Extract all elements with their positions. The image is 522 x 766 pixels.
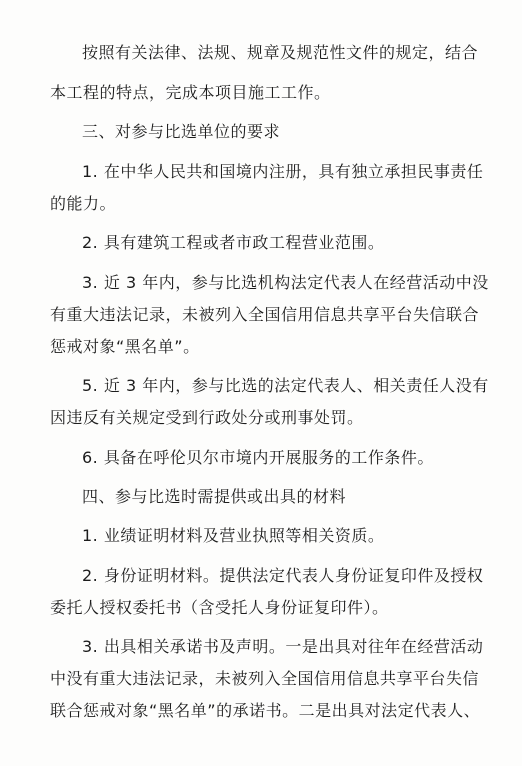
paragraph-line: 2. 身份证明材料。提供法定代表人身份证复印件及授权 — [82, 566, 484, 585]
paragraph-line: 本工程的特点，完成本项目施工工作。 — [50, 83, 331, 102]
paragraph-line: 的能力。 — [50, 194, 117, 213]
paragraph-line: 中没有重大违法记录，未被列入全国信用信息共享平台失信 — [50, 669, 480, 688]
paragraph-line: 3. 近 3 年内，参与比选机构法定代表人在经营活动中没 — [82, 273, 489, 292]
paragraph-line: 按照有关法律、法规、规章及规范性文件的规定，结合 — [82, 43, 479, 62]
paragraph-line: 2. 具有建筑工程或者市政工程营业范围。 — [82, 233, 385, 252]
paragraph-line: 1. 业绩证明材料及营业执照等相关资质。 — [82, 526, 385, 545]
paragraph-line: 因违反有关规定受到行政处分或刑事处罚。 — [50, 408, 364, 427]
section-heading: 三、对参与比选单位的要求 — [82, 122, 281, 141]
paragraph-line: 有重大违法记录，未被列入全国信用信息共享平台失信联合 — [50, 305, 480, 324]
section-heading: 四、参与比选时需提供或出具的材料 — [82, 487, 347, 506]
paragraph-line: 委托人授权委托书（含受托人身份证复印件）。 — [50, 598, 389, 617]
paragraph-line: 惩戒对象“黑名单”。 — [50, 337, 200, 356]
paragraph-line: 5. 近 3 年内，参与比选的法定代表人、相关责任人没有 — [82, 376, 489, 395]
paragraph-line: 1. 在中华人民共和国境内注册，具有独立承担民事责任 — [82, 162, 484, 181]
paragraph-line: 3. 出具相关承诺书及声明。一是出具对往年在经营活动 — [82, 637, 484, 656]
paragraph-line: 联合惩戒对象“黑名单”的承诺书。二是出具对法定代表人、 — [50, 701, 481, 720]
paragraph-line: 6. 具备在呼伦贝尔市境内开展服务的工作条件。 — [82, 448, 434, 467]
